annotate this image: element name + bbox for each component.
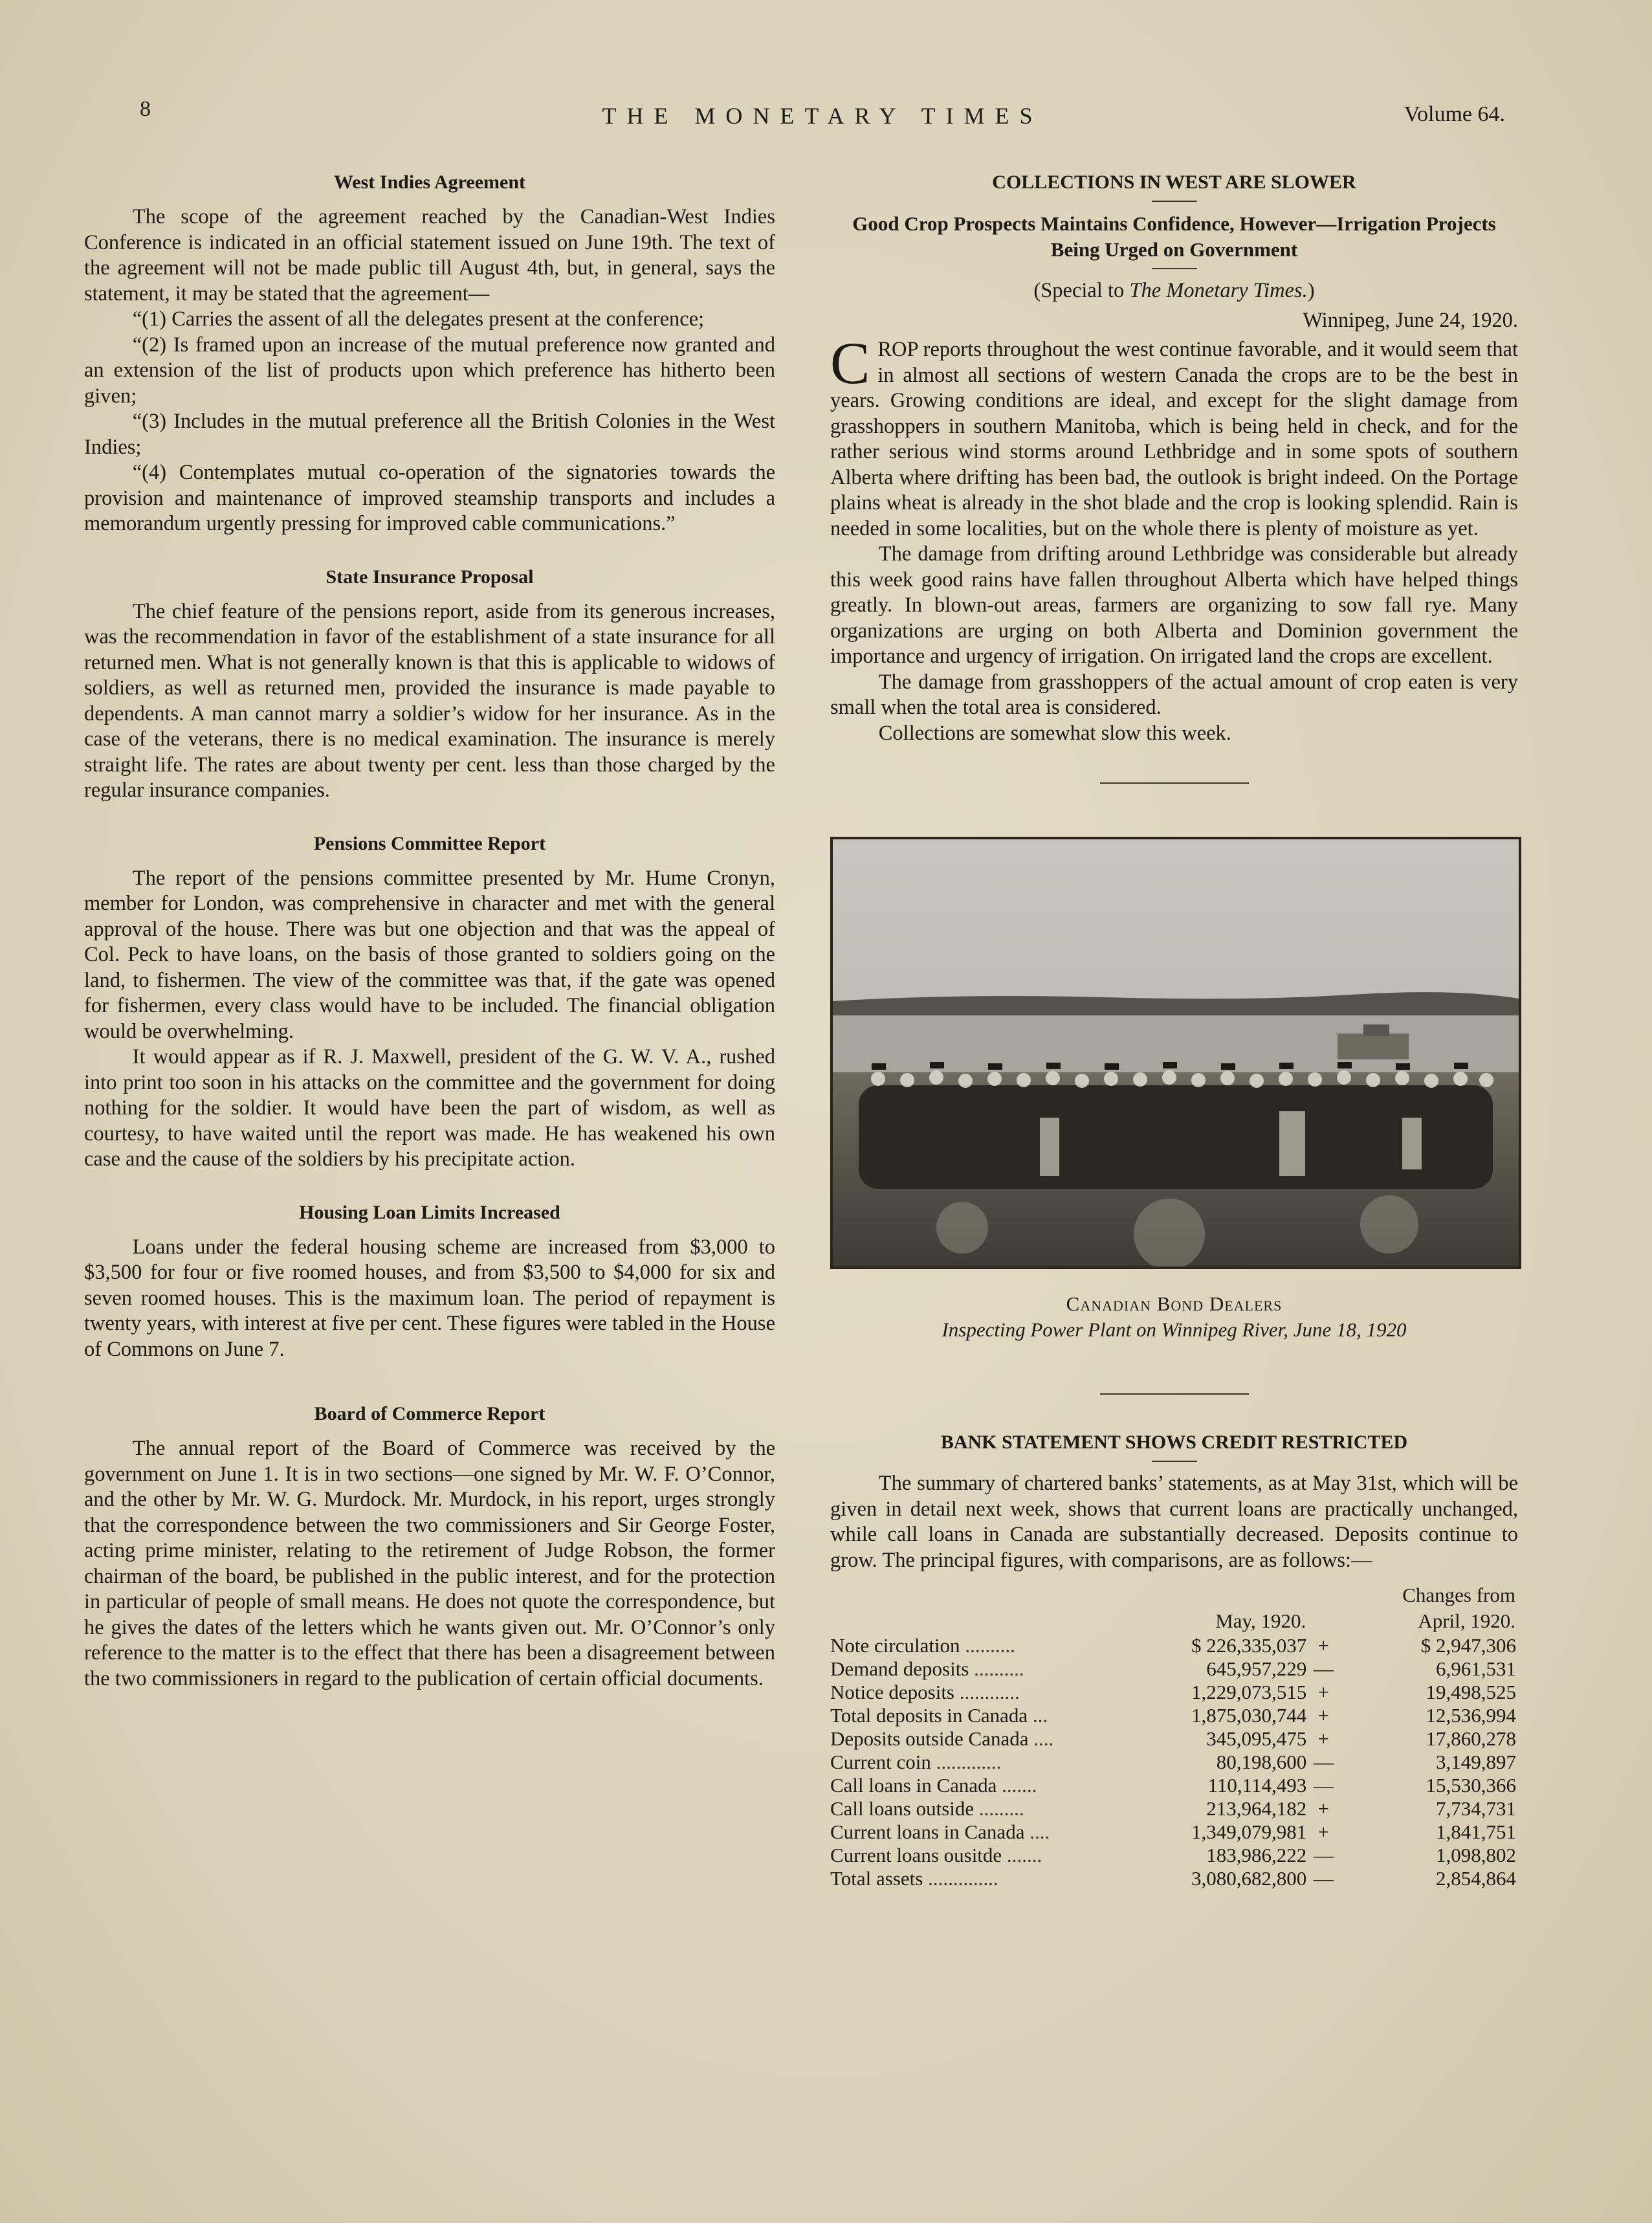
page-header (140, 97, 1505, 136)
row-label: Current loans ousitde ....... (830, 1844, 1042, 1866)
article-housing-loans (84, 1200, 775, 1363)
col-heading-april: April, 1920. (1418, 1609, 1515, 1632)
row-change: 1,841,751 (1436, 1820, 1516, 1843)
page-number: 8 (140, 97, 151, 121)
row-sign: — (1313, 1751, 1334, 1773)
row-value: 183,986,222 (1206, 1844, 1307, 1866)
table-row (830, 1774, 1516, 1797)
photo-caption-title: Canadian Bond Dealers (1066, 1292, 1283, 1315)
dateline: Winnipeg, June 24, 1920. (1303, 308, 1518, 332)
row-change: 17,860,278 (1426, 1727, 1516, 1750)
row-label: Current loans in Canada .... (830, 1820, 1050, 1843)
row-change: 1,098,802 (1436, 1844, 1516, 1866)
row-change: $ 2,947,306 (1420, 1634, 1516, 1657)
row-sign: — (1313, 1657, 1334, 1680)
article-heading: BANK STATEMENT SHOWS CREDIT RESTRICTED (940, 1432, 1408, 1453)
article-heading: State Insurance Proposal (325, 566, 534, 588)
row-label: Total deposits in Canada ... (830, 1704, 1048, 1727)
row-sign: + (1317, 1681, 1329, 1703)
article-paragraph: The chief feature of the pensions report, aside from its generous increases, was the recommendation in favor of the establishment of a state insurance for all returned men. What is not generally known is that this is applicable to widows of soldiers, as well as returned men, provided the insurance is made payable to dependents. A man cannot marry a soldier’s widow for her insurance. As in the case of the veterans, there is no medical examination. The insurance is merely straight life. The rates are about twenty per cent. less than those charged by the regular insurance companies. (84, 599, 775, 802)
row-value: 345,095,475 (1206, 1727, 1307, 1750)
table-row (830, 1634, 1516, 1657)
article-paragraph: The scope of the agreement reached by the Canadian-West Indies Conference is indicated in an official statement issued on June 19th. The text of the agreement will not be made public till August 4th, but, in general, says the statement, it may be stated that the agreement— (84, 205, 775, 305)
row-value: $ 226,335,037 (1191, 1634, 1307, 1657)
row-change: 3,149,897 (1436, 1751, 1516, 1773)
volume-label: Volume 64. (1404, 102, 1505, 126)
article-heading: Housing Loan Limits Increased (299, 1201, 560, 1223)
row-sign: + (1317, 1634, 1329, 1657)
row-label: Deposits outside Canada .... (830, 1727, 1054, 1750)
row-change: 2,854,864 (1436, 1867, 1516, 1890)
article-heading: West Indies Agreement (333, 171, 526, 193)
article-board-of-commerce (84, 1401, 775, 1692)
row-value: 80,198,600 (1216, 1751, 1307, 1773)
drop-cap: C (830, 330, 870, 396)
article-heading: COLLECTIONS IN WEST ARE SLOWER (992, 171, 1356, 193)
article-collections (830, 170, 1518, 746)
row-sign: + (1317, 1727, 1329, 1750)
table-row (830, 1657, 1516, 1681)
article-state-insurance (84, 564, 775, 804)
col-heading-changes: Changes from (1402, 1584, 1515, 1606)
masthead: THE MONETARY TIMES (602, 103, 1043, 129)
row-label: Notice deposits ............ (830, 1681, 1020, 1703)
article-paragraph: The report of the pensions committee presented by Mr. Hume Cronyn, member for London, was comprehensive in character and met with the general approval of the house. There was but one objection and that was the appeal of Col. Peck to have loans, on the basis of those granted to soldiers going on the land, to fishermen. The view of the committee was that, if the gate was opened for fishermen, every class would have to be included. The financial obligation would be overwhelming. (84, 866, 775, 1043)
row-change: 6,961,531 (1436, 1657, 1516, 1680)
row-label: Current coin ............. (830, 1751, 1002, 1773)
article-paragraph: It would appear as if R. J. Maxwell, president of the G. W. V. A., rushed into print too soon in his attacks on the committee and the government for doing nothing for the soldier. It would have been the part of wisdom, as well as courtesy, to have waited until the report was made. He has weakened his own case and the cause of the soldiers by his precipitate action. (84, 1045, 775, 1171)
table-row (830, 1751, 1516, 1774)
article-paragraph: Collections are somewhat slow this week. (878, 721, 1231, 745)
row-sign: + (1317, 1704, 1329, 1727)
row-sign: — (1313, 1774, 1334, 1797)
row-change: 7,734,731 (1436, 1797, 1516, 1820)
row-label: Call loans in Canada ....... (830, 1774, 1037, 1797)
row-sign: + (1317, 1797, 1329, 1820)
table-row (830, 1867, 1516, 1890)
row-value: 3,080,682,800 (1191, 1867, 1307, 1890)
article-paragraph: “(3) Includes in the mutual preference all the British Colonies in the West Indies; (84, 410, 775, 459)
bond-dealers-photo (830, 837, 1521, 1269)
left-column (84, 170, 775, 1692)
special-credit: (Special to The Monetary Times.) (1033, 279, 1315, 302)
heading-rule (1152, 201, 1197, 202)
article-paragraph: “(4) Contemplates mutual co-operation of the signatories towards the provision and maintenance of improved steamship transports and includes a memorandum urgently pressing for improved cable communications.” (84, 461, 775, 535)
table-row (830, 1704, 1516, 1727)
article-subheading: Good Crop Prospects Maintains Confidence, However—Irrigation Projects Being Urged on Government (852, 212, 1496, 261)
table-row (830, 1844, 1516, 1867)
article-paragraph: “(1) Carries the assent of all the delegates present at the conference; (132, 307, 705, 331)
row-label: Call loans outside ......... (830, 1797, 1024, 1820)
row-value: 645,957,229 (1206, 1657, 1307, 1680)
article-paragraph: “(2) Is framed upon an increase of the mutual preference now granted and an extension of the list of products upon which preference has hitherto been given; (84, 333, 775, 408)
article-west-indies (84, 170, 775, 537)
article-paragraph: CROP reports throughout the west continue favorable, and it would seem that in almost all sections of western Canada the crops are to be the best in years. Growing conditions are ideal, and except for the slight damage from grasshoppers in southern Manitoba, which is being held in check, and for the rather serious wind storms around Lethbridge and in some spots of southern Alberta where drifting has been bad, the outlook is bright indeed. On the Portage plains wheat is already in the shot blade and the crop is looking splendid. Rain is needed in some localities, but on the whole there is plenty of moisture as yet. (830, 330, 1518, 540)
row-sign: — (1313, 1844, 1334, 1866)
article-paragraph: The damage from drifting around Lethbridge was considerable but already this week good rains have fallen throughout Alberta which have helped things greatly. In blown-out areas, farmers are organizing to sow fall rye. Many organizations are urging on both Alberta and Dominion government the importance and urgency of irrigation. On irrigated land the crops are excellent. (830, 542, 1518, 668)
heading-rule (1152, 268, 1197, 269)
row-change: 15,530,366 (1426, 1774, 1516, 1797)
bank-statement-table (830, 1582, 1516, 1890)
article-heading: Pensions Committee Report (313, 832, 546, 854)
row-change: 19,498,525 (1426, 1681, 1516, 1703)
row-label: Note circulation .......... (830, 1634, 1015, 1657)
col-heading-may: May, 1920. (1215, 1609, 1306, 1632)
right-column (830, 170, 1518, 1890)
row-sign: + (1317, 1820, 1329, 1843)
row-value: 1,875,030,744 (1191, 1704, 1307, 1727)
row-label: Demand deposits .......... (830, 1657, 1024, 1680)
photo-caption-text: Inspecting Power Plant on Winnipeg River, June 18, 1920 (942, 1318, 1407, 1341)
article-paragraph: The damage from grasshoppers of the actual amount of crop eaten is very small when the total area is considered. (830, 670, 1518, 719)
article-paragraph: Loans under the federal housing scheme are increased from $3,000 to $3,500 for four or five roomed houses, and from $3,500 to $4,000 for six and seven roomed houses. This is the maximum loan. The period of repayment is twenty years, with interest at five per cent. These figures were tabled in the House of Commons on June 7. (84, 1235, 775, 1361)
article-paragraph: The annual report of the Board of Commerce was received by the government on June 1. It is in two sections—one signed by Mr. W. F. O’Connor, and the other by Mr. W. G. Murdock. Mr. Murdock, in his report, urges strongly that the correspondence between the two commissioners and Sir George Foster, acting prime minister, relating to the retirement of Judge Robson, the former chairman of the board, be published in the public interest, and for the protection in particular of people of small means. He does not quote the correspondence, but he gives the dates of the letters which he wants given out. Mr. O’Connor’s only reference to the matter is to the effect that there has been a disagreement between the two commissioners in regard to the publication of certain official documents. (84, 1437, 775, 1690)
row-change: 12,536,994 (1426, 1704, 1516, 1727)
row-sign: — (1313, 1867, 1334, 1890)
row-value: 213,964,182 (1206, 1797, 1307, 1820)
article-heading: Board of Commerce Report (314, 1403, 545, 1424)
row-label: Total assets .............. (830, 1867, 998, 1890)
table-row (830, 1681, 1516, 1704)
heading-rule (1152, 1461, 1197, 1462)
table-row (830, 1797, 1516, 1820)
article-paragraph: The summary of chartered banks’ statements, as at May 31st, which will be given in detail next week, shows that current loans are practically unchanged, while call loans in Canada are substantially decreased. Deposits continue to grow. The principal figures, with comparisons, are as follows:— (830, 1472, 1518, 1572)
article-pensions-committee (84, 831, 775, 1173)
table-row (830, 1727, 1516, 1751)
article-bank-statement (830, 1430, 1518, 1890)
row-value: 110,114,493 (1207, 1774, 1307, 1797)
row-value: 1,349,079,981 (1191, 1820, 1307, 1843)
row-value: 1,229,073,515 (1191, 1681, 1307, 1703)
table-row (830, 1820, 1516, 1844)
